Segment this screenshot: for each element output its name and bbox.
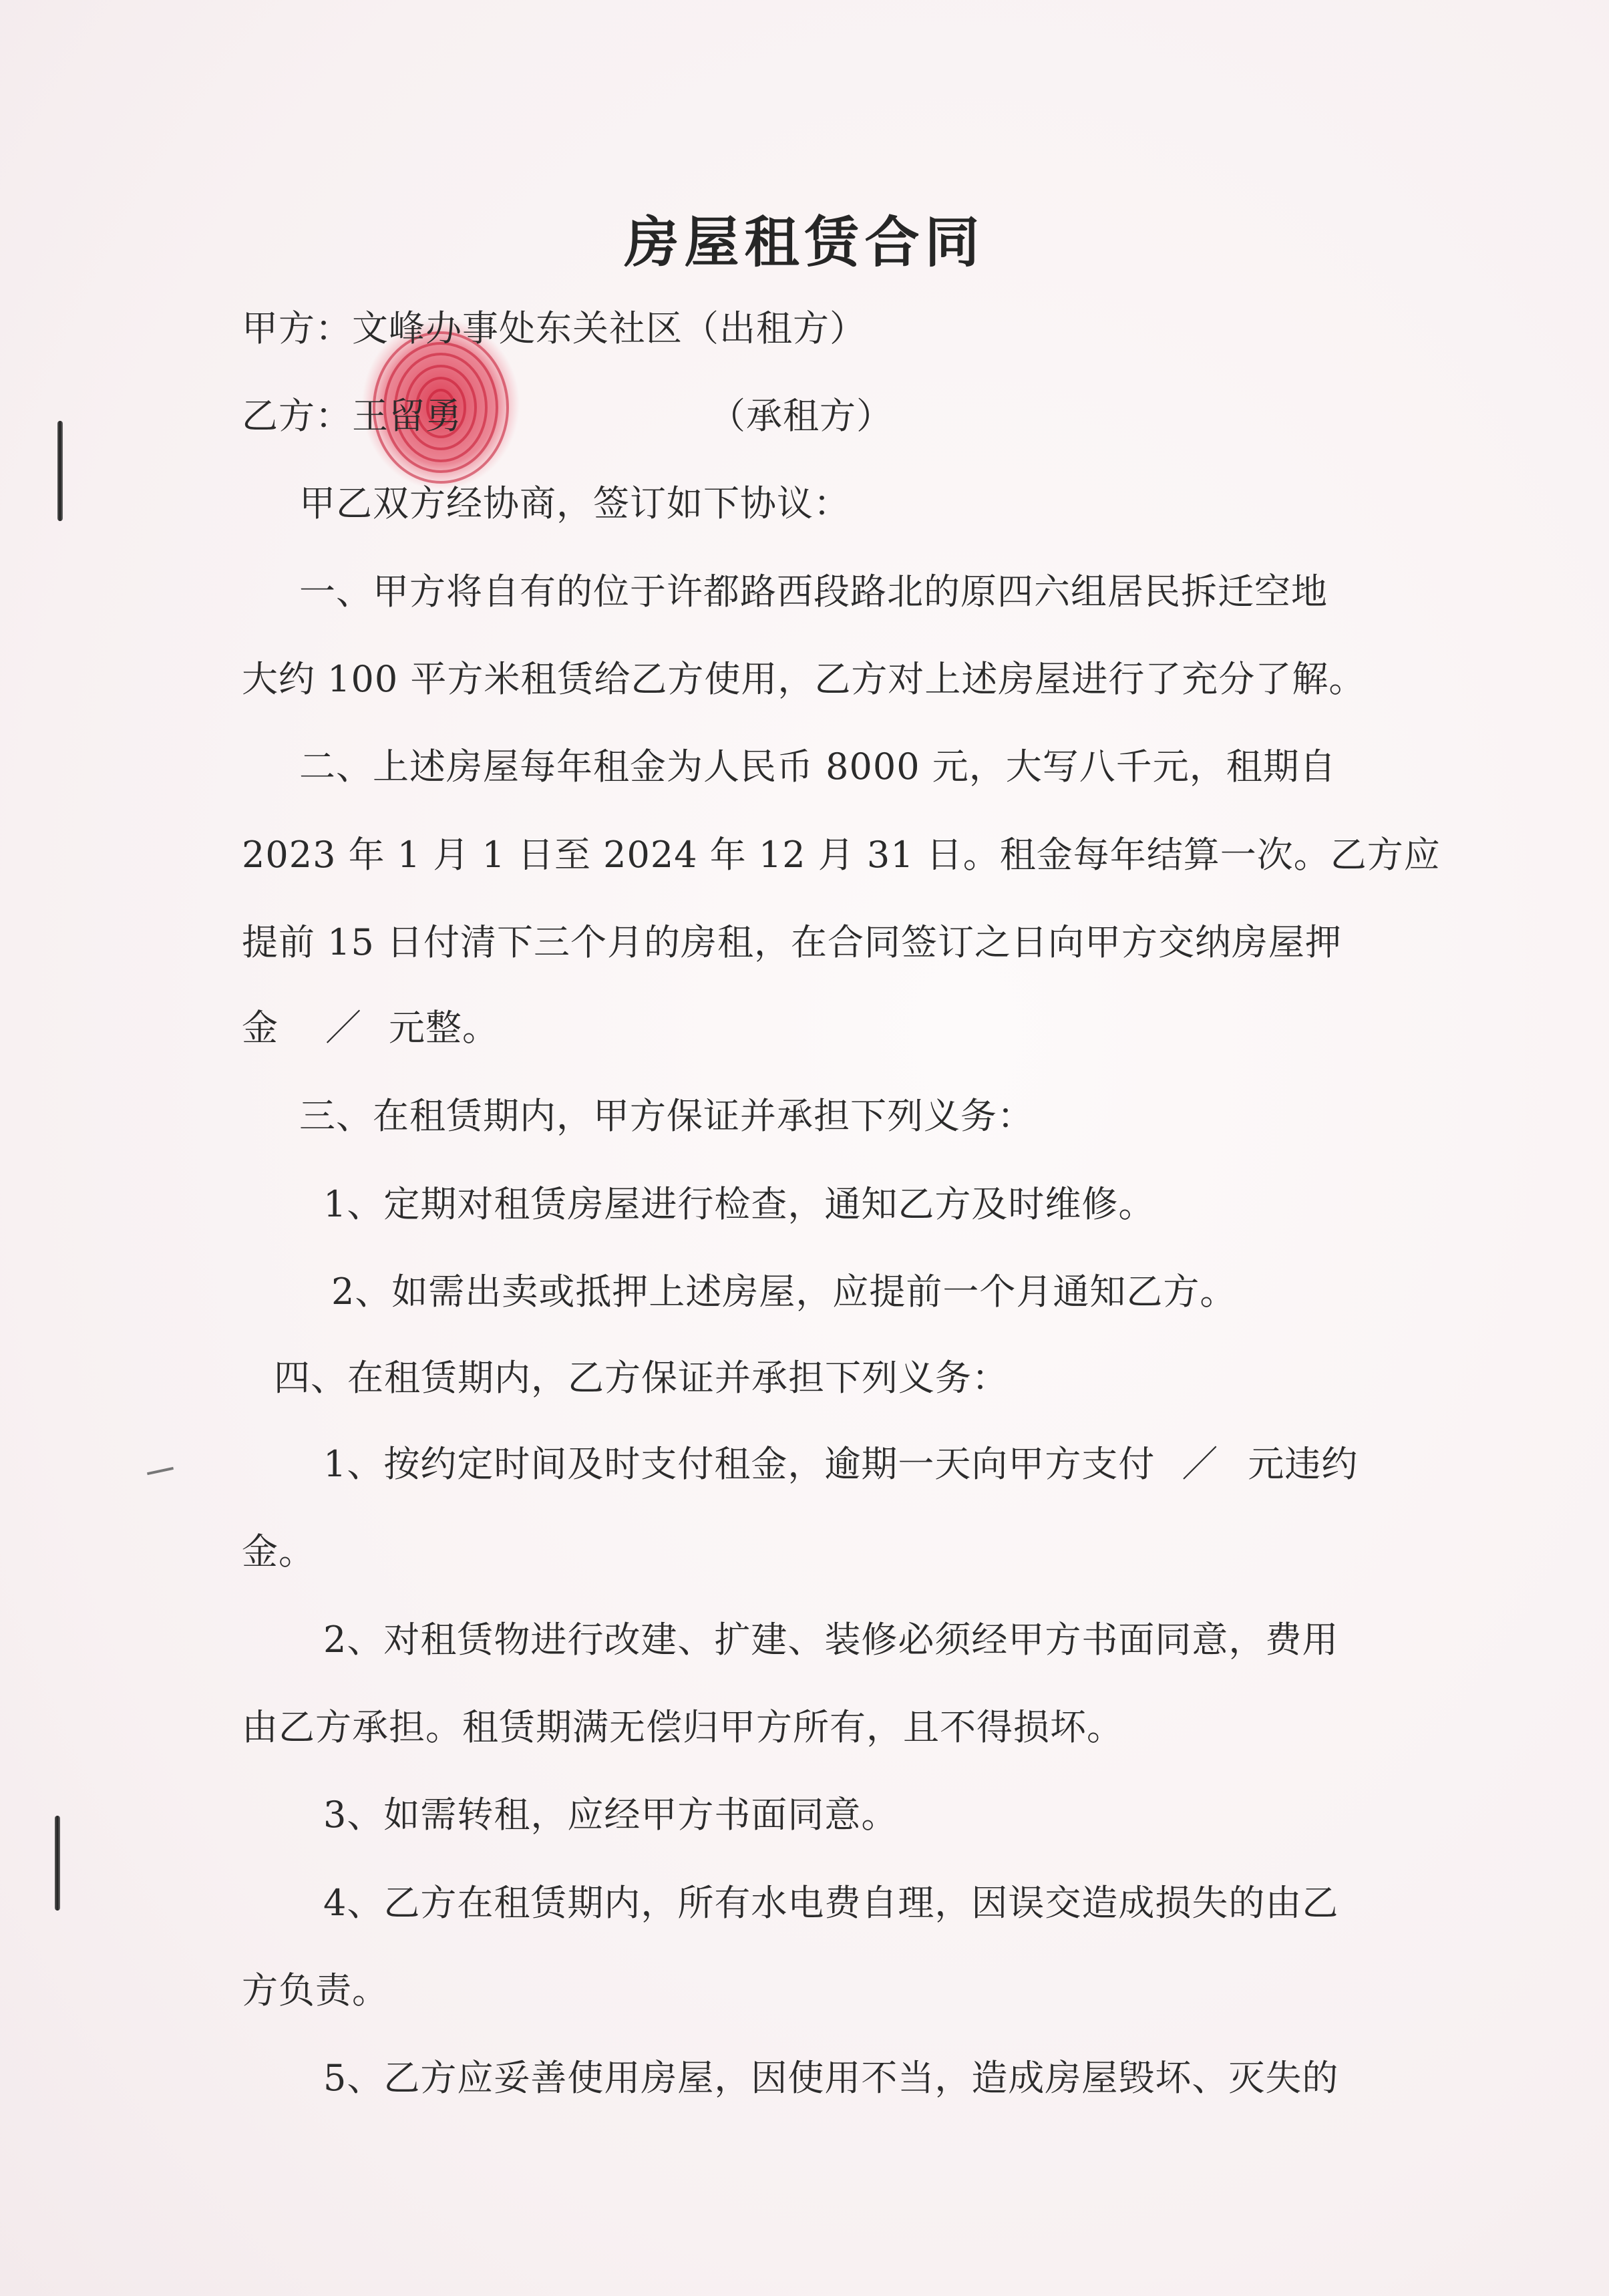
deposit-blank-mark: ／ bbox=[325, 1007, 362, 1049]
party-a-label: 甲方： bbox=[242, 307, 352, 349]
pen-mark bbox=[147, 1467, 174, 1475]
clause-2-line-4 bbox=[242, 1007, 499, 1049]
deposit-suffix: 元整。 bbox=[389, 1007, 499, 1049]
clause-4-item-1-line-1 bbox=[323, 1443, 1359, 1485]
clause-4-item-3: 3、如需转租，应经甲方书面同意。 bbox=[323, 1794, 898, 1836]
staple-mark bbox=[55, 1816, 60, 1911]
penalty-text: 1、按约定时间及时支付租金，逾期一天向甲方支付 bbox=[323, 1443, 1155, 1485]
staple-mark bbox=[57, 421, 63, 521]
clause-4-item-1-line-2: 金。 bbox=[242, 1530, 315, 1573]
deposit-label: 金 bbox=[242, 1007, 279, 1049]
party-b-label: 乙方： bbox=[242, 395, 352, 437]
party-a-role: （出租方） bbox=[683, 307, 866, 349]
intro-line: 甲乙双方经协商，签订如下协议： bbox=[299, 482, 850, 524]
clause-2-line-1: 二、上述房屋每年租金为人民币 8000 元，大写八千元，租期自 bbox=[299, 746, 1336, 788]
clause-4-item-5-line-1: 5、乙方应妥善使用房屋，因使用不当，造成房屋毁坏、灭失的 bbox=[323, 2057, 1339, 2099]
penalty-suffix: 元违约 bbox=[1248, 1443, 1359, 1485]
party-a-name: 文峰办事处东关社区 bbox=[352, 307, 683, 349]
clause-4-item-4-line-2: 方负责。 bbox=[242, 1969, 389, 2011]
party-b-name: 王留勇 bbox=[352, 395, 462, 437]
clause-4-item-4-line-1: 4、乙方在租赁期内，所有水电费自理，因误交造成损失的由乙 bbox=[323, 1882, 1339, 1924]
clause-1-line-1: 一、甲方将自有的位于许都路西段路北的原四六组居民拆迁空地 bbox=[299, 570, 1328, 613]
penalty-blank-mark: ／ bbox=[1182, 1443, 1219, 1485]
party-b-line bbox=[242, 395, 893, 437]
clause-3-item-1: 1、定期对租赁房屋进行检查，通知乙方及时维修。 bbox=[323, 1183, 1155, 1225]
clause-4-item-2-line-2: 由乙方承担。租赁期满无偿归甲方所有，且不得损坏。 bbox=[242, 1706, 1123, 1748]
page-title: 房屋租赁合同 bbox=[624, 210, 985, 275]
clause-4-item-2-line-1: 2、对租赁物进行改建、扩建、装修必须经甲方书面同意，费用 bbox=[323, 1619, 1339, 1661]
clause-3-item-2: 2、如需出卖或抵押上述房屋，应提前一个月通知乙方。 bbox=[331, 1271, 1237, 1313]
clause-3-heading: 三、在租赁期内，甲方保证并承担下列义务： bbox=[299, 1095, 1034, 1137]
party-b-role: （承租方） bbox=[709, 395, 893, 437]
party-a-line bbox=[242, 307, 866, 349]
clause-2-line-3: 提前 15 日付清下三个月的房租，在合同签订之日向甲方交纳房屋押 bbox=[242, 921, 1343, 963]
clause-1-line-2: 大约 100 平方米租赁给乙方使用，乙方对上述房屋进行了充分了解。 bbox=[242, 658, 1366, 700]
clause-4-heading: 四、在租赁期内，乙方保证并承担下列义务： bbox=[274, 1357, 1009, 1399]
clause-2-line-2: 2023 年 1 月 1 日至 2024 年 12 月 31 日。租金每年结算一次。乙方应 bbox=[242, 834, 1441, 876]
